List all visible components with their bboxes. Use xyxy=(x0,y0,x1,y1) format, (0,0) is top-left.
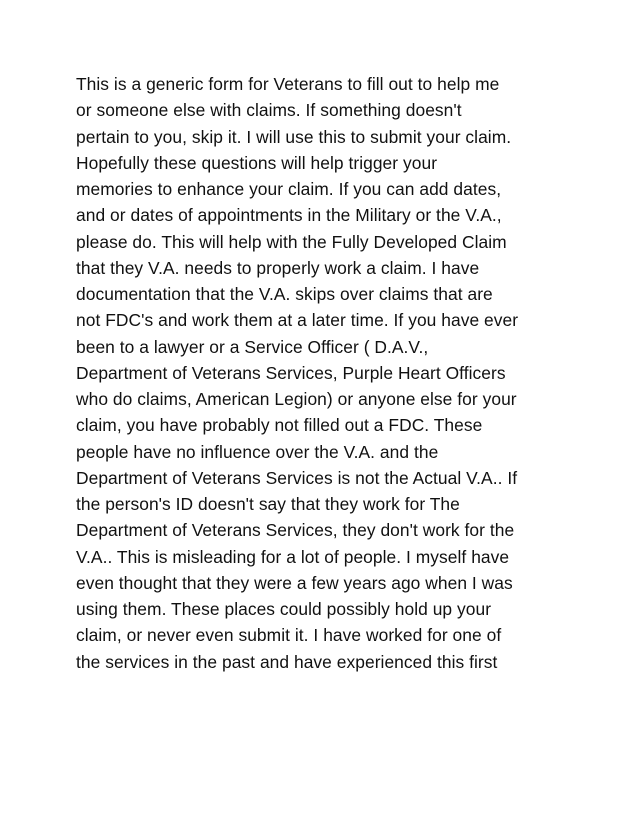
paragraph-line-8: that they V.A. needs to properly work a claim. I have xyxy=(76,257,480,278)
paragraph-line-5: memories to enhance your claim. If you can add dates, xyxy=(76,179,502,199)
paragraph-line-1: This is a generic form for Veterans to fill out to help me xyxy=(76,74,500,94)
paragraph-line-14: claim, you have probably not filled out a FDC. These xyxy=(76,415,483,436)
paragraph-line-10: not FDC's and work them at a later time. If you have ever xyxy=(76,310,519,331)
paragraph-line-16: Department of Veterans Services is not the Actual V.A.. If xyxy=(76,467,518,488)
paragraph-line-17: the person's ID doesn't say that they work for The xyxy=(76,494,460,514)
paragraph-line-6: and or dates of appointments in the Military or the V.A., xyxy=(76,205,502,226)
paragraph-line-21: using them. These places could possibly hold up your xyxy=(76,599,492,619)
paragraph-line-4: Hopefully these questions will help trigger your xyxy=(76,152,438,173)
paragraph-line-19: V.A.. This is misleading for a lot of people. I myself have xyxy=(76,546,510,567)
paragraph-line-12: Department of Veterans Services, Purple Heart Officers xyxy=(76,362,506,383)
paragraph-line-20: even thought that they were a few years ago when I was xyxy=(76,572,513,593)
paragraph-line-18: Department of Veterans Services, they don't work for the xyxy=(76,520,515,541)
paragraph-line-23: the services in the past and have experienced this first xyxy=(76,651,498,672)
paragraph-line-2: or someone else with claims. If something doesn't xyxy=(76,100,462,121)
paragraph-line-3: pertain to you, skip it. I will use this to submit your claim. xyxy=(76,126,512,147)
paragraph-line-9: documentation that the V.A. skips over claims that are xyxy=(76,284,493,304)
paragraph-line-22: claim, or never even submit it. I have worked for one of xyxy=(76,625,502,646)
paragraph-line-7: please do. This will help with the Fully Developed Claim xyxy=(76,231,507,252)
paragraph-line-15: people have no influence over the V.A. and the xyxy=(76,441,439,462)
paragraph-line-13: who do claims, American Legion) or anyone else for your xyxy=(76,389,517,409)
paragraph-line-11: been to a lawyer or a Service Officer ( D.A.V., xyxy=(76,336,429,357)
body-paragraph xyxy=(76,71,596,675)
